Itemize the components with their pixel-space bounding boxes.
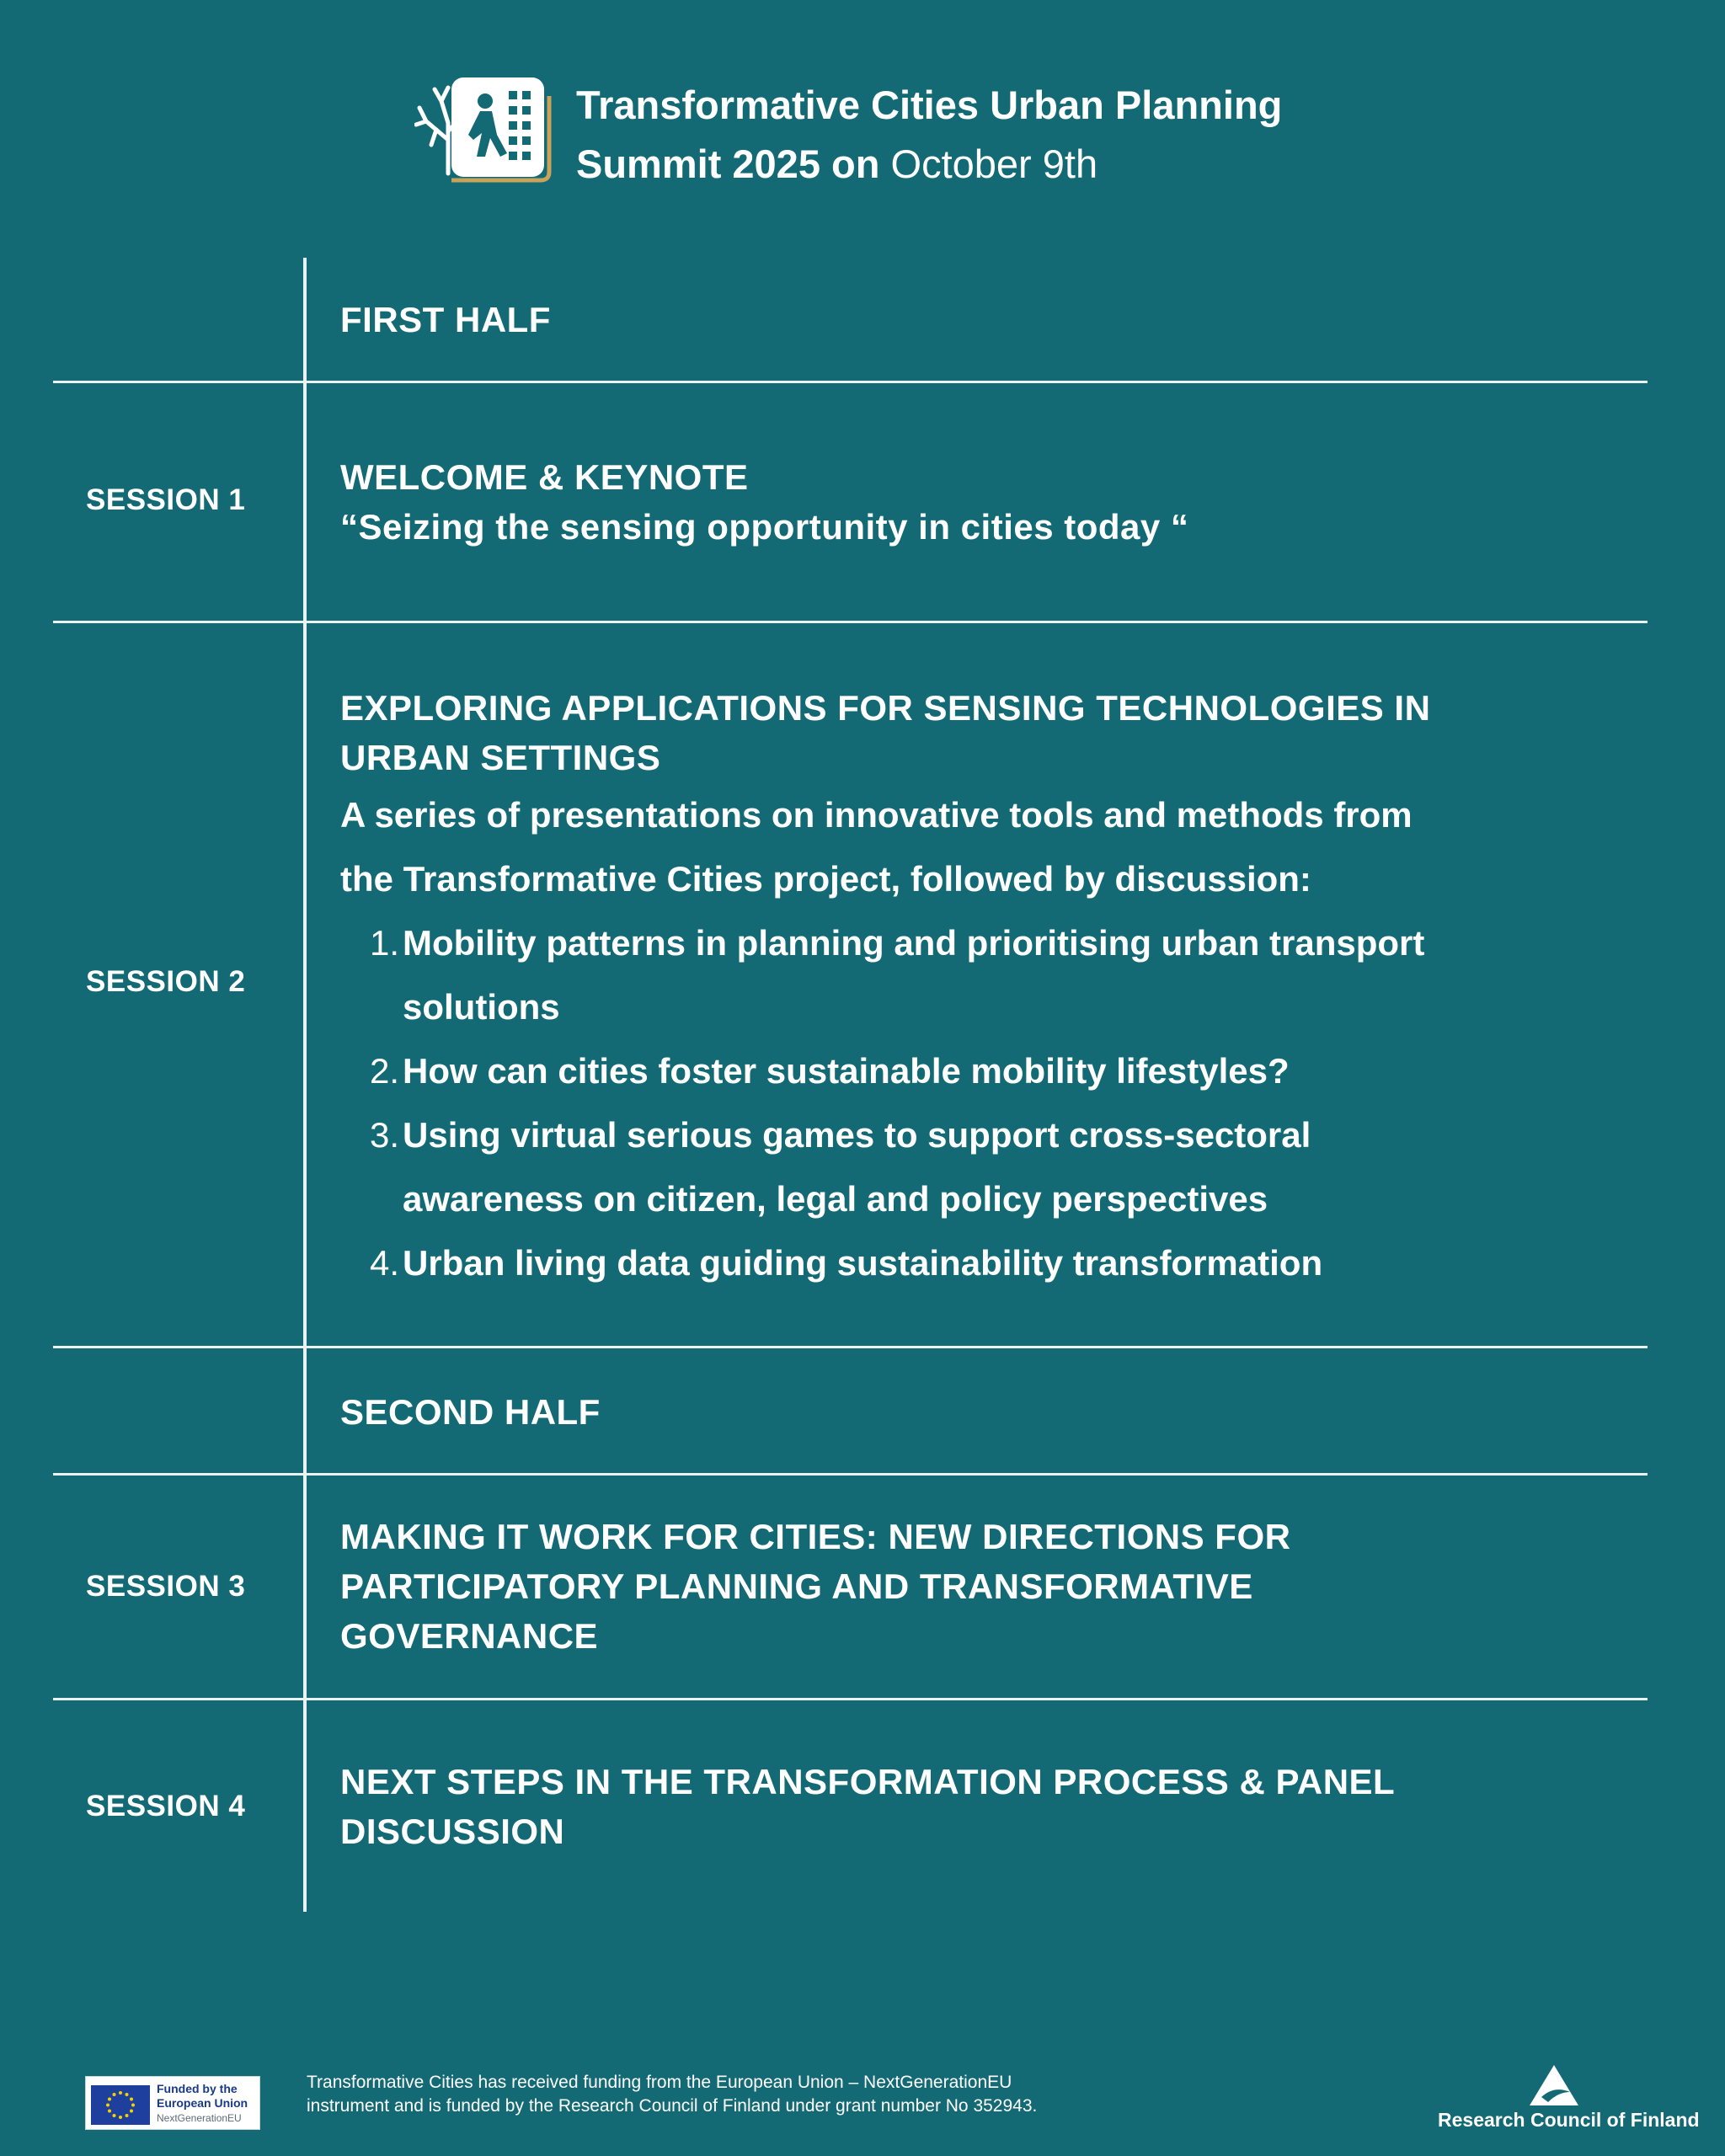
session-3-heading-line-3: GOVERNANCE [340, 1616, 599, 1656]
research-council-name: Research Council of Finland [1438, 2109, 1700, 2131]
session-1-subtitle: “Seizing the sensing opportunity in cities today “ [340, 507, 1189, 547]
row-divider-3 [53, 1346, 1648, 1348]
eu-funding-text [157, 2082, 248, 2111]
list-item-text: Using virtual serious games to support cross-sectoral [403, 1115, 1311, 1155]
list-item-number: 1. [369, 923, 399, 963]
list-item-number: 2. [369, 1051, 399, 1091]
session-2-heading-line-1: EXPLORING APPLICATIONS FOR SENSING TECHNOLOGIES IN [340, 688, 1431, 728]
eu-line-1: Funded by the [157, 2082, 238, 2095]
eu-line-2: European Union [157, 2096, 248, 2110]
session-2-desc-line-2: the Transformative Cities project, followed by discussion: [340, 859, 1311, 899]
session-4-heading-line-1: NEXT STEPS IN THE TRANSFORMATION PROCESS & PANEL [340, 1762, 1396, 1801]
session-4-heading-line-2: DISCUSSION [340, 1812, 565, 1851]
eu-flag-icon [91, 2085, 150, 2125]
funding-line-2: instrument and is funded by the Research Council of Finland under grant number No 352943. [307, 2096, 1038, 2116]
list-item [340, 1039, 1621, 1103]
eu-funding-badge [85, 2076, 260, 2130]
session-3-heading-line-2: PARTICIPATORY PLANNING AND TRANSFORMATIVE [340, 1566, 1253, 1606]
row-divider-5 [53, 1698, 1648, 1700]
session-2-label: SESSION 2 [86, 965, 246, 998]
session-1-title: WELCOME & KEYNOTE [340, 457, 749, 497]
row-divider-1 [53, 381, 1648, 383]
session-1-heading [340, 452, 1188, 552]
session-4-heading [340, 1757, 1395, 1856]
list-item-text: Urban living data guiding sustainability transformation [403, 1243, 1323, 1283]
row-divider-4 [53, 1473, 1648, 1476]
first-half-heading: FIRST HALF [340, 300, 551, 339]
list-item-number: 3. [369, 1115, 399, 1155]
list-item [340, 911, 1621, 1039]
session-1-label: SESSION 1 [86, 483, 246, 516]
list-item-text: Mobility patterns in planning and prioritising urban transport [403, 923, 1425, 963]
session-2-description [340, 783, 1604, 911]
list-item-text-continued: solutions [403, 987, 560, 1027]
list-item-number: 4. [369, 1243, 399, 1283]
funding-line-1: Transformative Cities has received funding from the European Union – NextGenerationEU [307, 2073, 1012, 2092]
eu-subtitle: NextGenerationEU [157, 2112, 242, 2124]
session-2-heading-line-2: URBAN SETTINGS [340, 738, 661, 777]
list-item-text: How can cities foster sustainable mobility lifestyles? [403, 1051, 1290, 1091]
title-line-1: Transformative Cities Urban Planning [576, 83, 1283, 127]
session-3-heading-line-1: MAKING IT WORK FOR CITIES: NEW DIRECTIONS FOR [340, 1517, 1291, 1556]
summit-date: October 9th [890, 141, 1098, 186]
funding-statement [307, 2071, 1149, 2118]
session-3-label: SESSION 3 [86, 1570, 246, 1603]
session-2-heading [340, 683, 1430, 782]
column-divider [303, 258, 307, 1912]
second-half-heading: SECOND HALF [340, 1392, 601, 1432]
list-item [340, 1103, 1621, 1231]
session-2-presentation-list [340, 911, 1621, 1295]
list-item [340, 1231, 1621, 1295]
list-item-text-continued: awareness on citizen, legal and policy perspectives [403, 1179, 1268, 1219]
session-2-desc-line-1: A series of presentations on innovative tools and methods from [340, 795, 1413, 835]
session-3-heading [340, 1512, 1290, 1661]
session-4-label: SESSION 4 [86, 1790, 246, 1822]
title-bold: Summit 2025 on [576, 141, 880, 186]
row-divider-2 [53, 621, 1648, 623]
research-council-logo-icon [1528, 2063, 1580, 2107]
